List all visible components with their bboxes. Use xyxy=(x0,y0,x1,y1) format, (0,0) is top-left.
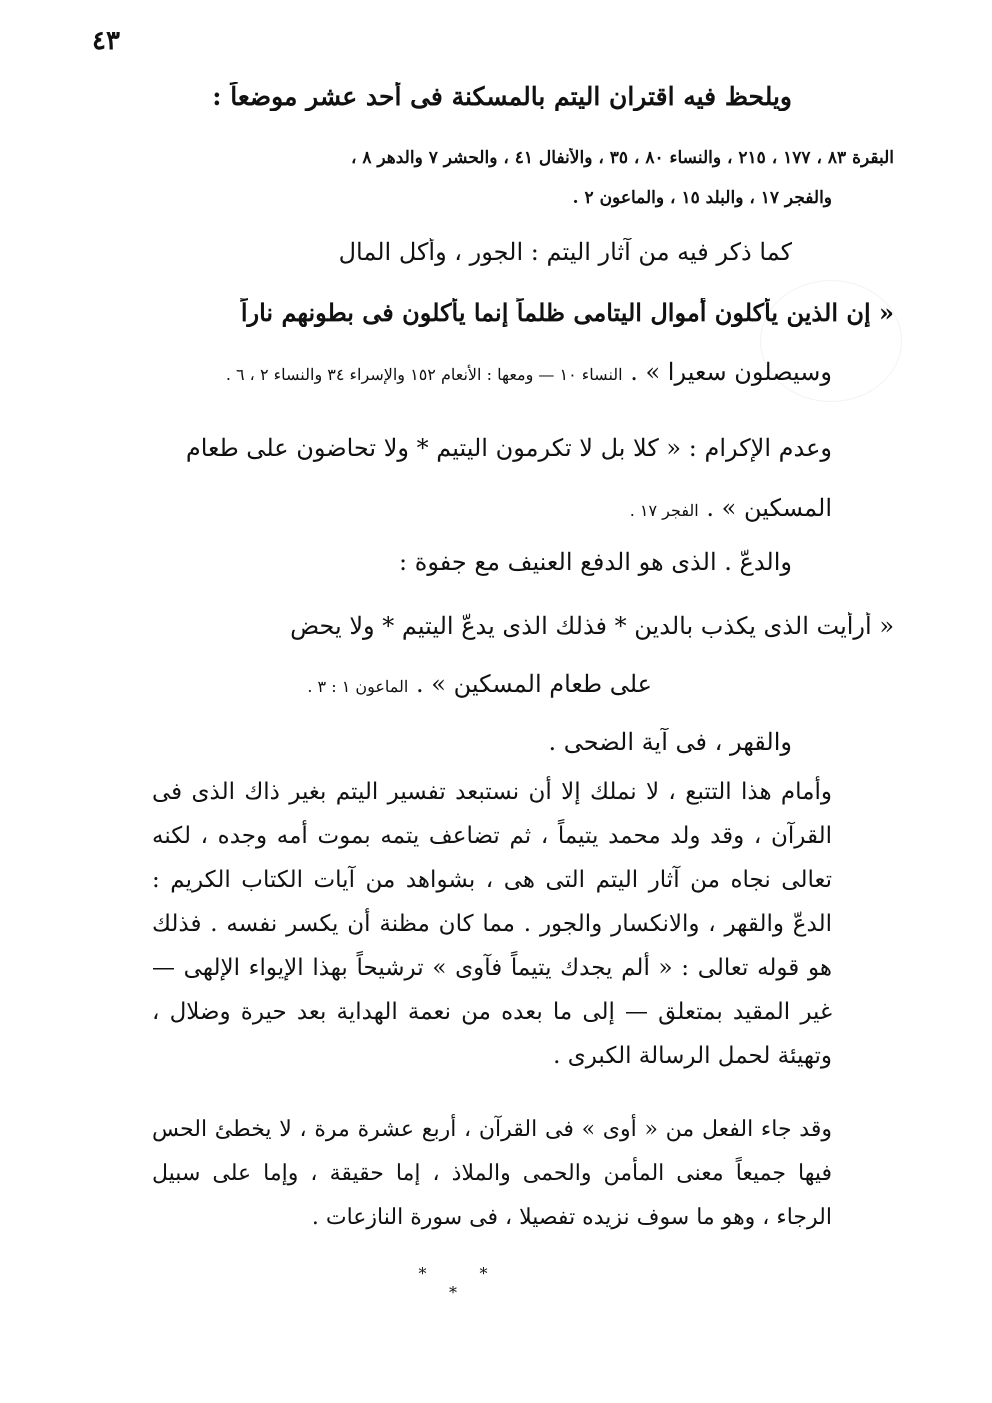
quote-1-text: وسيصلون سعيرا » . xyxy=(630,358,832,386)
qahr-line: والقهر ، فى آية الضحى . xyxy=(548,728,792,756)
main-paragraph: وأمام هذا التتبع ، لا نملك إلا أن نستبعد تفسير اليتم بغير ذاك الذى فى القرآن ، وقد ولد محمد يتيماً ، ثم تضاعف يتمه بموت أمه وجده ، لكنه تعالى نجاه من آثار اليتم التى هى ، بشواهد من آيات الكتاب الكريم : الدعّ والقهر ، والانكسار والجور . مما كان مظنة أن يكسر نفسه . فذلك هو قوله تعالى : « ألم يجدك يتيماً فآوى » ترشيحاً بهذا الإيواء الإلهى — غير المقيد بمتعلق — إلى ما بعده من نعمة الهداية بعد حيرة وضلال ، وتهيئة لحمل الرسالة الكبرى . xyxy=(152,779,832,1069)
ikram-text: المسكين » . xyxy=(706,494,832,522)
quote-1-line-2 xyxy=(112,358,832,386)
page-number: ٤٣ xyxy=(92,26,120,56)
final-paragraph: وقد جاء الفعل من « أوى » فى القرآن ، أربع عشرة مرة ، لا يخطئ الحس فيها جميعاً معنى المأمن والحمى والملاذ ، إما حقيقة ، وإما على سبيل الرجاء ، وهو ما سوف نزيده تفصيلا ، فى سورة النازعات . xyxy=(152,1117,832,1230)
ikram-line-1: وعدم الإكرام : « كلا بل لا تكرمون اليتيم * ولا تحاضون على طعام xyxy=(185,434,832,462)
quote-2-line-1: « أرأيت الذى يكذب بالدين * فذلك الذى يدعّ اليتيم * ولا يحض xyxy=(290,612,894,640)
quote-1-line-1: « إن الذين يأكلون أموال اليتامى ظلماً إنما يأكلون فى بطونهم ناراً xyxy=(240,298,894,327)
quote-2-line-2 xyxy=(232,670,652,698)
ikram-line-2 xyxy=(332,494,832,522)
quote-2-text: على طعام المسكين » . xyxy=(416,670,652,698)
section-heading: ويلحظ فيه اقتران اليتم بالمسكنة فى أحد عشر موضعاً : xyxy=(212,82,792,111)
ikram-reference: الفجر ١٧ . xyxy=(629,501,699,520)
references-line-2: والفجر ١٧ ، والبلد ١٥ ، والماعون ٢ . xyxy=(572,188,832,208)
quote-1-reference: النساء ١٠ — ومعها : الأنعام ١٥٢ والإسراء ٣٤ والنساء ٢ ، ٦ . xyxy=(225,365,623,384)
section-separator: * * * xyxy=(418,1264,512,1302)
da-line: والدعّ . الذى هو الدفع العنيف مع جفوة : xyxy=(399,548,792,576)
athar-line: كما ذكر فيه من آثار اليتم : الجور ، وأكل المال xyxy=(338,238,792,266)
quote-2-reference: الماعون ١ : ٣ . xyxy=(307,677,409,696)
references-line-1: البقرة ٨٣ ، ١٧٧ ، ٢١٥ ، والنساء ٨٠ ، ٣٥ ، والأنفال ٤١ ، والحشر ٧ والدهر ٨ ، xyxy=(350,148,894,168)
